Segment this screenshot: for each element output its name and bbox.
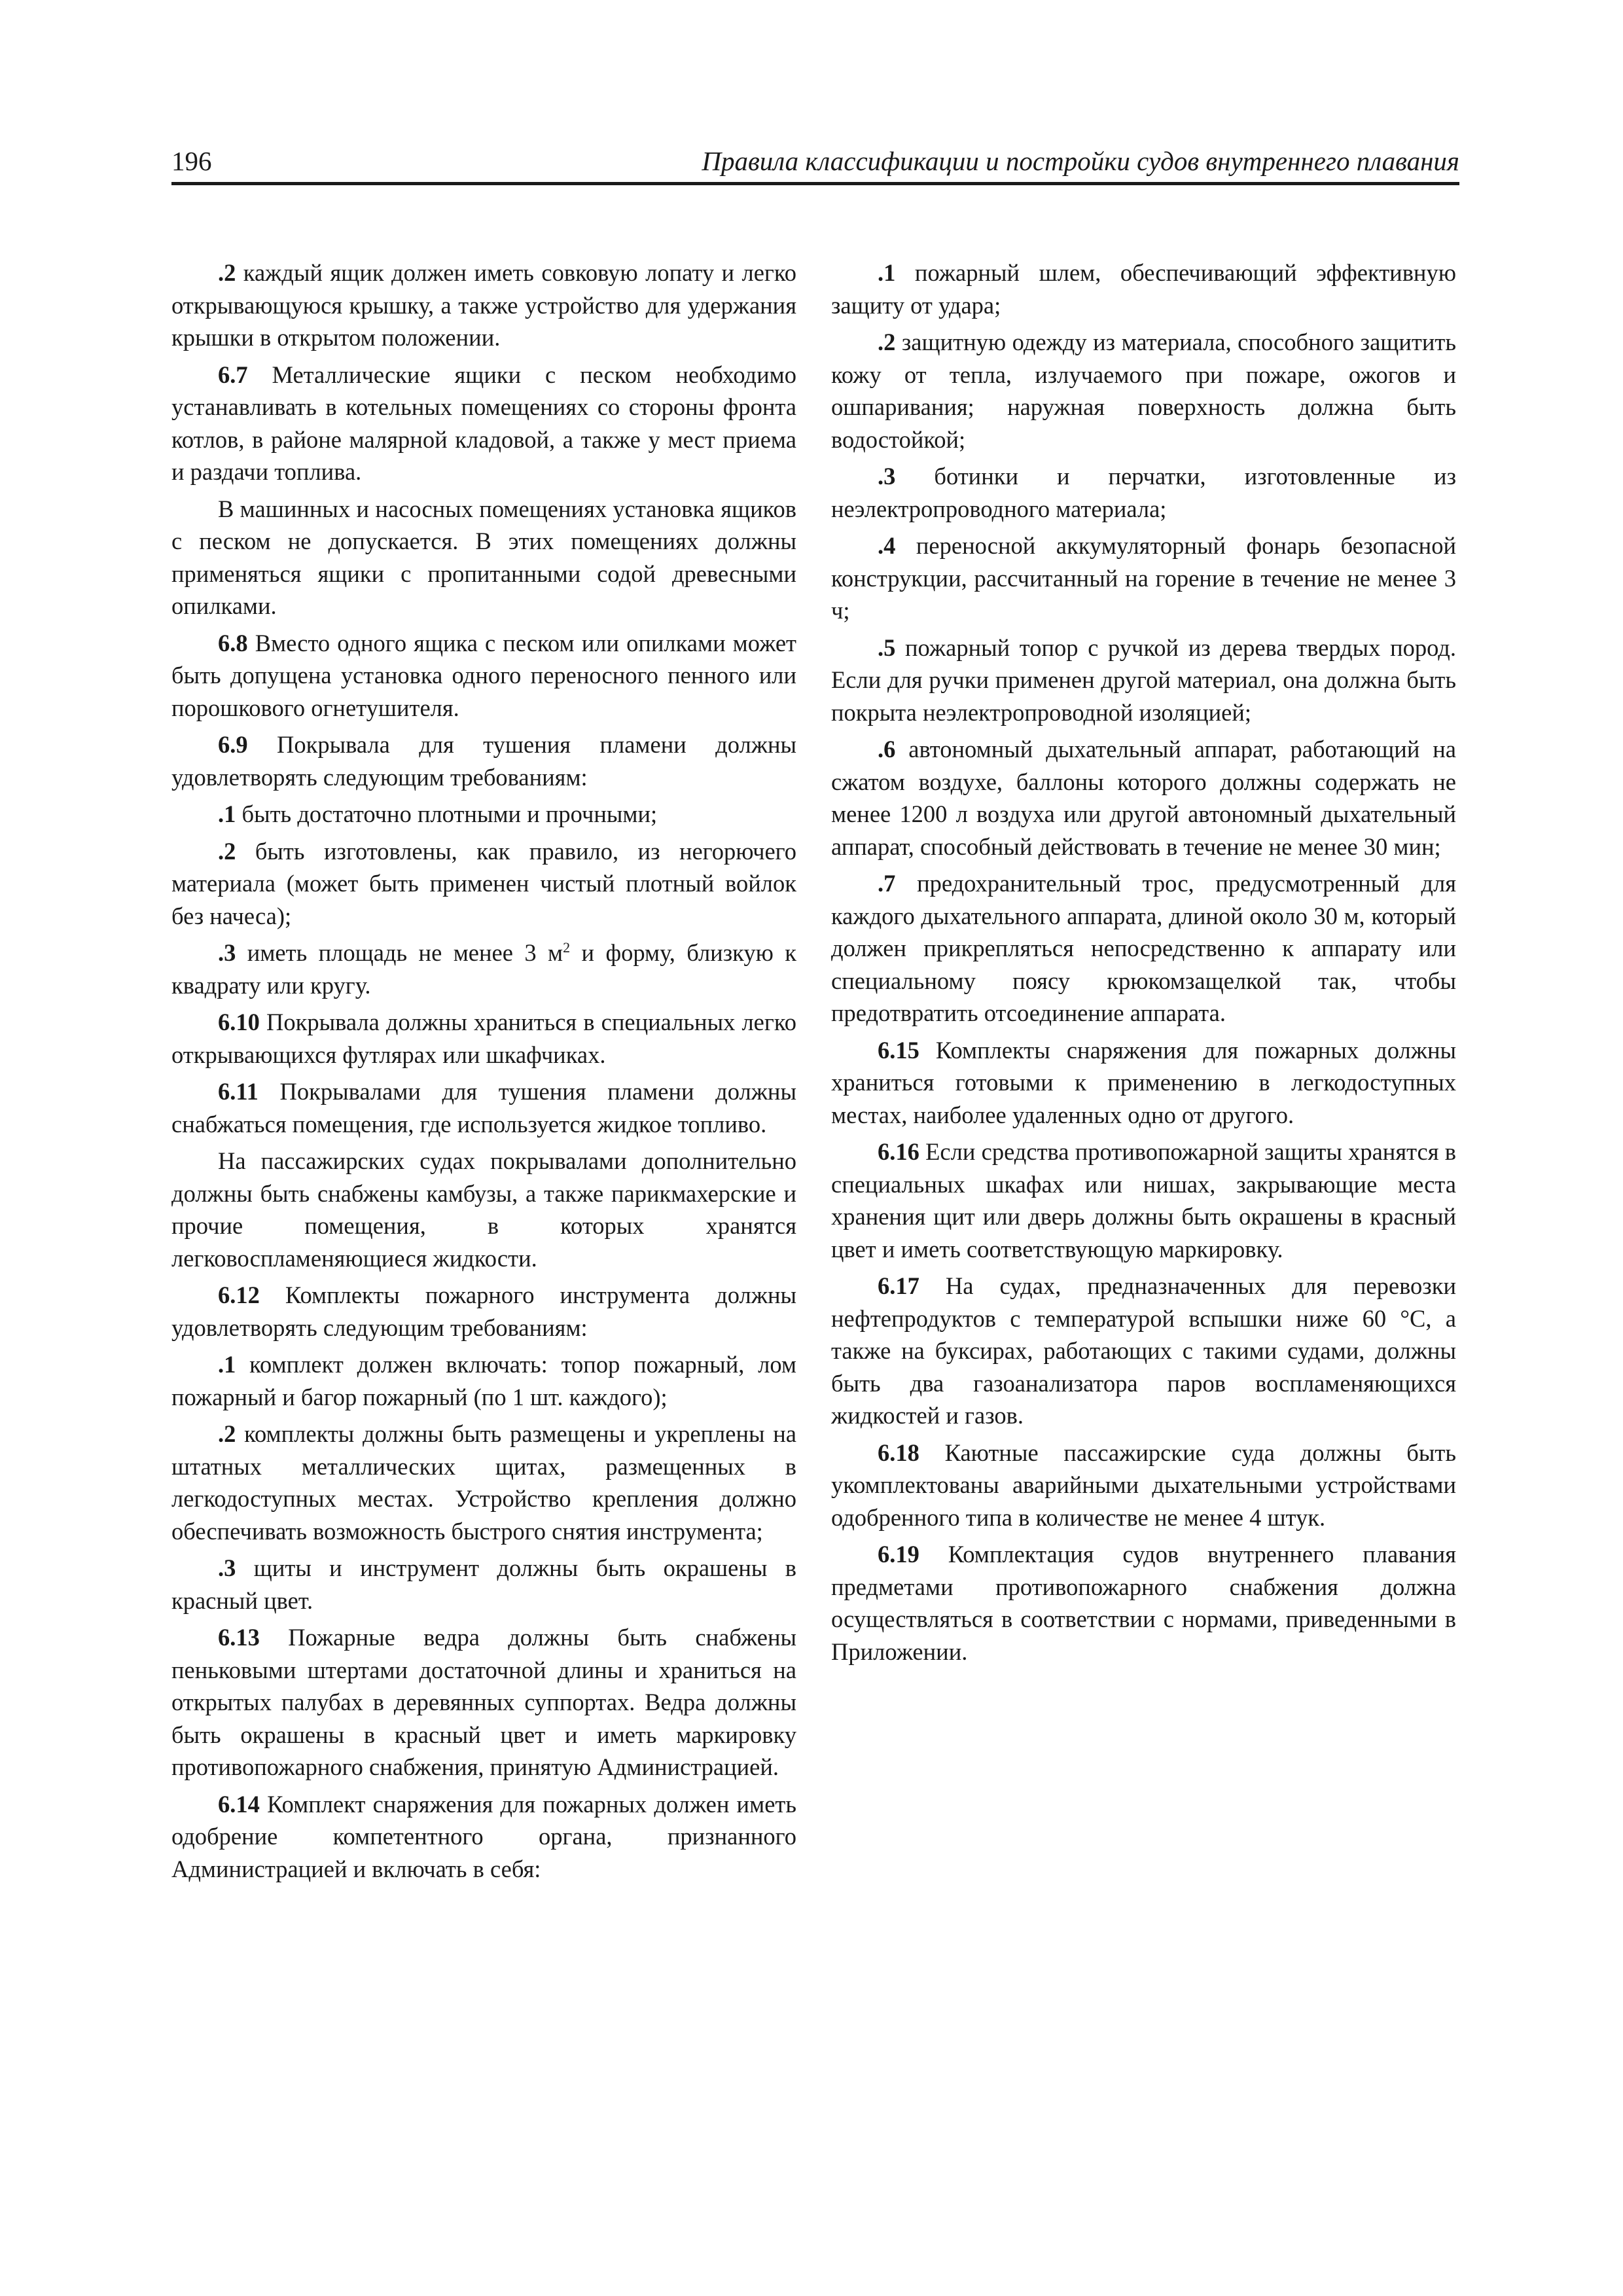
paragraph-text: В машинных и насосных помещениях установка ящиков с песком не допускается. В этих помещениях должны применяться ящики с пропитанными содой древесными опилками. xyxy=(171,495,796,619)
paragraph-text: Комплекты пожарного инструмента должны удовлетворять следующим требованиям: xyxy=(171,1282,796,1341)
paragraph-text: Вместо одного ящика с песком или опилками может быть допущена установка одного переносного пенного или порошкового огнетушителя. xyxy=(171,629,796,721)
clause-number: 6.14 xyxy=(218,1790,260,1818)
paragraph-text: На пассажирских судах покрывалами дополнительно должны быть снабжены камбузы, а также парикмахерские и прочие помещения, в которых хранятся легковоспламеняющиеся жидкости. xyxy=(171,1147,796,1272)
paragraph xyxy=(831,1034,1456,1132)
paragraph-text: автономный дыхательный аппарат, работающий на сжатом воздухе, баллоны которого должны содержать не менее 1200 л воздуха или другой автономный дыхательный аппарат, способный действовать в течение не менее 30 мин; xyxy=(831,736,1456,860)
paragraph xyxy=(171,798,796,831)
paragraph xyxy=(831,867,1456,1030)
paragraph-text-continued: и форму, близкую к квадрату или кругу. xyxy=(171,939,796,999)
paragraph-text: ботинки и перчатки, изготовленные из неэлектропроводного материала; xyxy=(831,463,1456,522)
clause-number: .2 xyxy=(218,837,236,865)
clause-number: 6.15 xyxy=(878,1036,919,1064)
clause-number: 6.11 xyxy=(218,1078,259,1105)
clause-number: 6.16 xyxy=(878,1138,919,1165)
paragraph-text: Каютные пассажирские суда должны быть укомплектованы аварийными дыхательными устройствами одобренного типа в количестве не менее 4 штук. xyxy=(831,1439,1456,1531)
paragraph-text: иметь площадь не менее 3 м xyxy=(236,939,563,966)
paragraph xyxy=(831,733,1456,863)
paragraph-text: быть достаточно плотными и прочными; xyxy=(236,800,658,827)
clause-number: .1 xyxy=(218,1351,236,1378)
paragraph xyxy=(171,1348,796,1413)
paragraph xyxy=(831,1437,1456,1534)
page-header xyxy=(171,145,1459,185)
paragraph-text: комплекты должны быть размещены и укреплены на штатных металлических щитах, размещенных в легкодоступных местах. Устройство крепления должно обеспечивать возможность быстрого снятия инструмента; xyxy=(171,1420,796,1545)
paragraph xyxy=(171,359,796,488)
paragraph xyxy=(831,529,1456,627)
superscript: 2 xyxy=(563,939,571,956)
clause-number: 6.9 xyxy=(218,731,248,758)
paragraph xyxy=(171,493,796,622)
paragraph xyxy=(171,1145,796,1274)
paragraph-text: пожарный шлем, обеспечивающий эффективную защиту от удара; xyxy=(831,259,1456,319)
clause-number: 6.10 xyxy=(218,1009,260,1035)
paragraph-text: На судах, предназначенных для перевозки нефтепродуктов с температурой вспышки ниже 60 °С, а также на буксирах, работающих с такими судами, должны быть два газоанализатора паров воспламеняющихся жидкостей и газов. xyxy=(831,1272,1456,1429)
paragraph-text: Покрывала для тушения пламени должны удовлетворять следующим требованиям: xyxy=(171,731,796,791)
clause-number: .3 xyxy=(218,939,236,966)
paragraph-text: щиты и инструмент должны быть окрашены в красный цвет. xyxy=(171,1554,796,1614)
clause-number: .1 xyxy=(878,259,896,286)
clause-number: .6 xyxy=(878,736,896,762)
paragraph xyxy=(171,1279,796,1344)
paragraph xyxy=(831,326,1456,456)
clause-number: 6.13 xyxy=(218,1624,260,1651)
paragraph xyxy=(831,460,1456,525)
paragraph-text: Комплектация судов внутреннего плавания предметами противопожарного снабжения должна осуществляться в соответствии с нормами, приведенными в Приложении. xyxy=(831,1541,1456,1665)
paragraph xyxy=(171,1552,796,1617)
paragraph xyxy=(171,937,796,1001)
paragraph xyxy=(831,1136,1456,1265)
clause-number: .1 xyxy=(218,800,236,827)
paragraph xyxy=(831,1538,1456,1668)
clause-number: .3 xyxy=(878,463,896,490)
paragraph-text: Покрывала должны храниться в специальных легко открывающихся футлярах или шкафчиках. xyxy=(171,1009,796,1068)
paragraph-text: предохранительный трос, предусмотренный для каждого дыхательного аппарата, длиной около 30 м, который должен прикрепляться непосредственно к аппарату или специальному поясу крюкомзащелкой так, чтобы предотвратить отсоединение аппарата. xyxy=(831,870,1456,1026)
clause-number: .2 xyxy=(878,329,896,355)
clause-number: 6.19 xyxy=(878,1541,919,1568)
running-title: Правила классификации и постройки судов внутреннего плавания xyxy=(702,146,1459,176)
paragraph xyxy=(171,257,796,354)
paragraph-text: пожарный топор с ручкой из дерева твердых пород. Если для ручки применен другой материал, она должна быть покрыта неэлектропроводной изоляцией; xyxy=(831,634,1456,726)
left-column xyxy=(171,257,796,1890)
paragraph xyxy=(171,728,796,793)
clause-number: .7 xyxy=(878,870,896,897)
paragraph xyxy=(831,1270,1456,1432)
paragraph xyxy=(171,1006,796,1071)
paragraph-text: Покрывалами для тушения пламени должны снабжаться помещения, где используется жидкое топливо. xyxy=(171,1078,796,1138)
clause-number: 6.12 xyxy=(218,1282,260,1308)
paragraph-text: переносной аккумуляторный фонарь безопасной конструкции, рассчитанный на горение в течение не менее 3 ч; xyxy=(831,532,1456,624)
paragraph-text: Пожарные ведра должны быть снабжены пеньковыми штертами достаточной длины и храниться на открытых палубах в деревянных суппортах. Ведра должны быть окрашены в красный цвет и иметь маркировку противопожарного снабжения, принятую Администрацией. xyxy=(171,1624,796,1780)
clause-number: 6.8 xyxy=(218,629,248,656)
clause-number: .2 xyxy=(218,1420,236,1447)
clause-number: .5 xyxy=(878,634,896,661)
paragraph xyxy=(171,1418,796,1547)
paragraph xyxy=(831,632,1456,729)
paragraph xyxy=(171,1621,796,1784)
paragraph xyxy=(171,835,796,933)
clause-number: .2 xyxy=(218,259,236,286)
page-number: 196 xyxy=(171,146,212,176)
paragraph-text: комплект должен включать: топор пожарный, лом пожарный и багор пожарный (по 1 шт. каждого); xyxy=(171,1351,796,1410)
clause-number: 6.18 xyxy=(878,1439,919,1466)
clause-number: 6.7 xyxy=(218,361,248,388)
paragraph xyxy=(171,627,796,725)
clause-number: 6.17 xyxy=(878,1272,919,1299)
paragraph-text: каждый ящик должен иметь совковую лопату и легко открывающуюся крышку, а также устройство для удержания крышки в открытом положении. xyxy=(171,259,796,351)
paragraph-text: Металлические ящики с песком необходимо устанавливать в котельных помещениях со стороны фронта котлов, в районе малярной кладовой, а также у мест приема и раздачи топлива. xyxy=(171,361,796,485)
right-column xyxy=(831,257,1456,1672)
paragraph xyxy=(171,1075,796,1140)
clause-number: .3 xyxy=(218,1554,236,1581)
paragraph-text: Если средства противопожарной защиты хранятся в специальных шкафах или нишах, закрывающие места хранения щит или дверь должны быть окрашены в красный цвет и иметь соответствующую маркировку. xyxy=(831,1138,1456,1263)
clause-number: .4 xyxy=(878,532,896,559)
paragraph xyxy=(831,257,1456,321)
paragraph-text: Комплекты снаряжения для пожарных должны храниться готовыми к применению в легкодоступных местах, наиболее удаленных одно от другого. xyxy=(831,1036,1456,1128)
paragraph-text: быть изготовлены, как правило, из негорючего материала (может быть применен чистый плотный войлок без начеса); xyxy=(171,837,796,929)
paragraph xyxy=(171,1788,796,1886)
paragraph-text: защитную одежду из материала, способного защитить кожу от тепла, излучаемого при пожаре, ожогов и ошпаривания; наружная поверхность должна быть водостойкой; xyxy=(831,329,1456,453)
paragraph-text: Комплект снаряжения для пожарных должен иметь одобрение компетентного органа, признанного Администрацией и включать в себя: xyxy=(171,1790,796,1882)
